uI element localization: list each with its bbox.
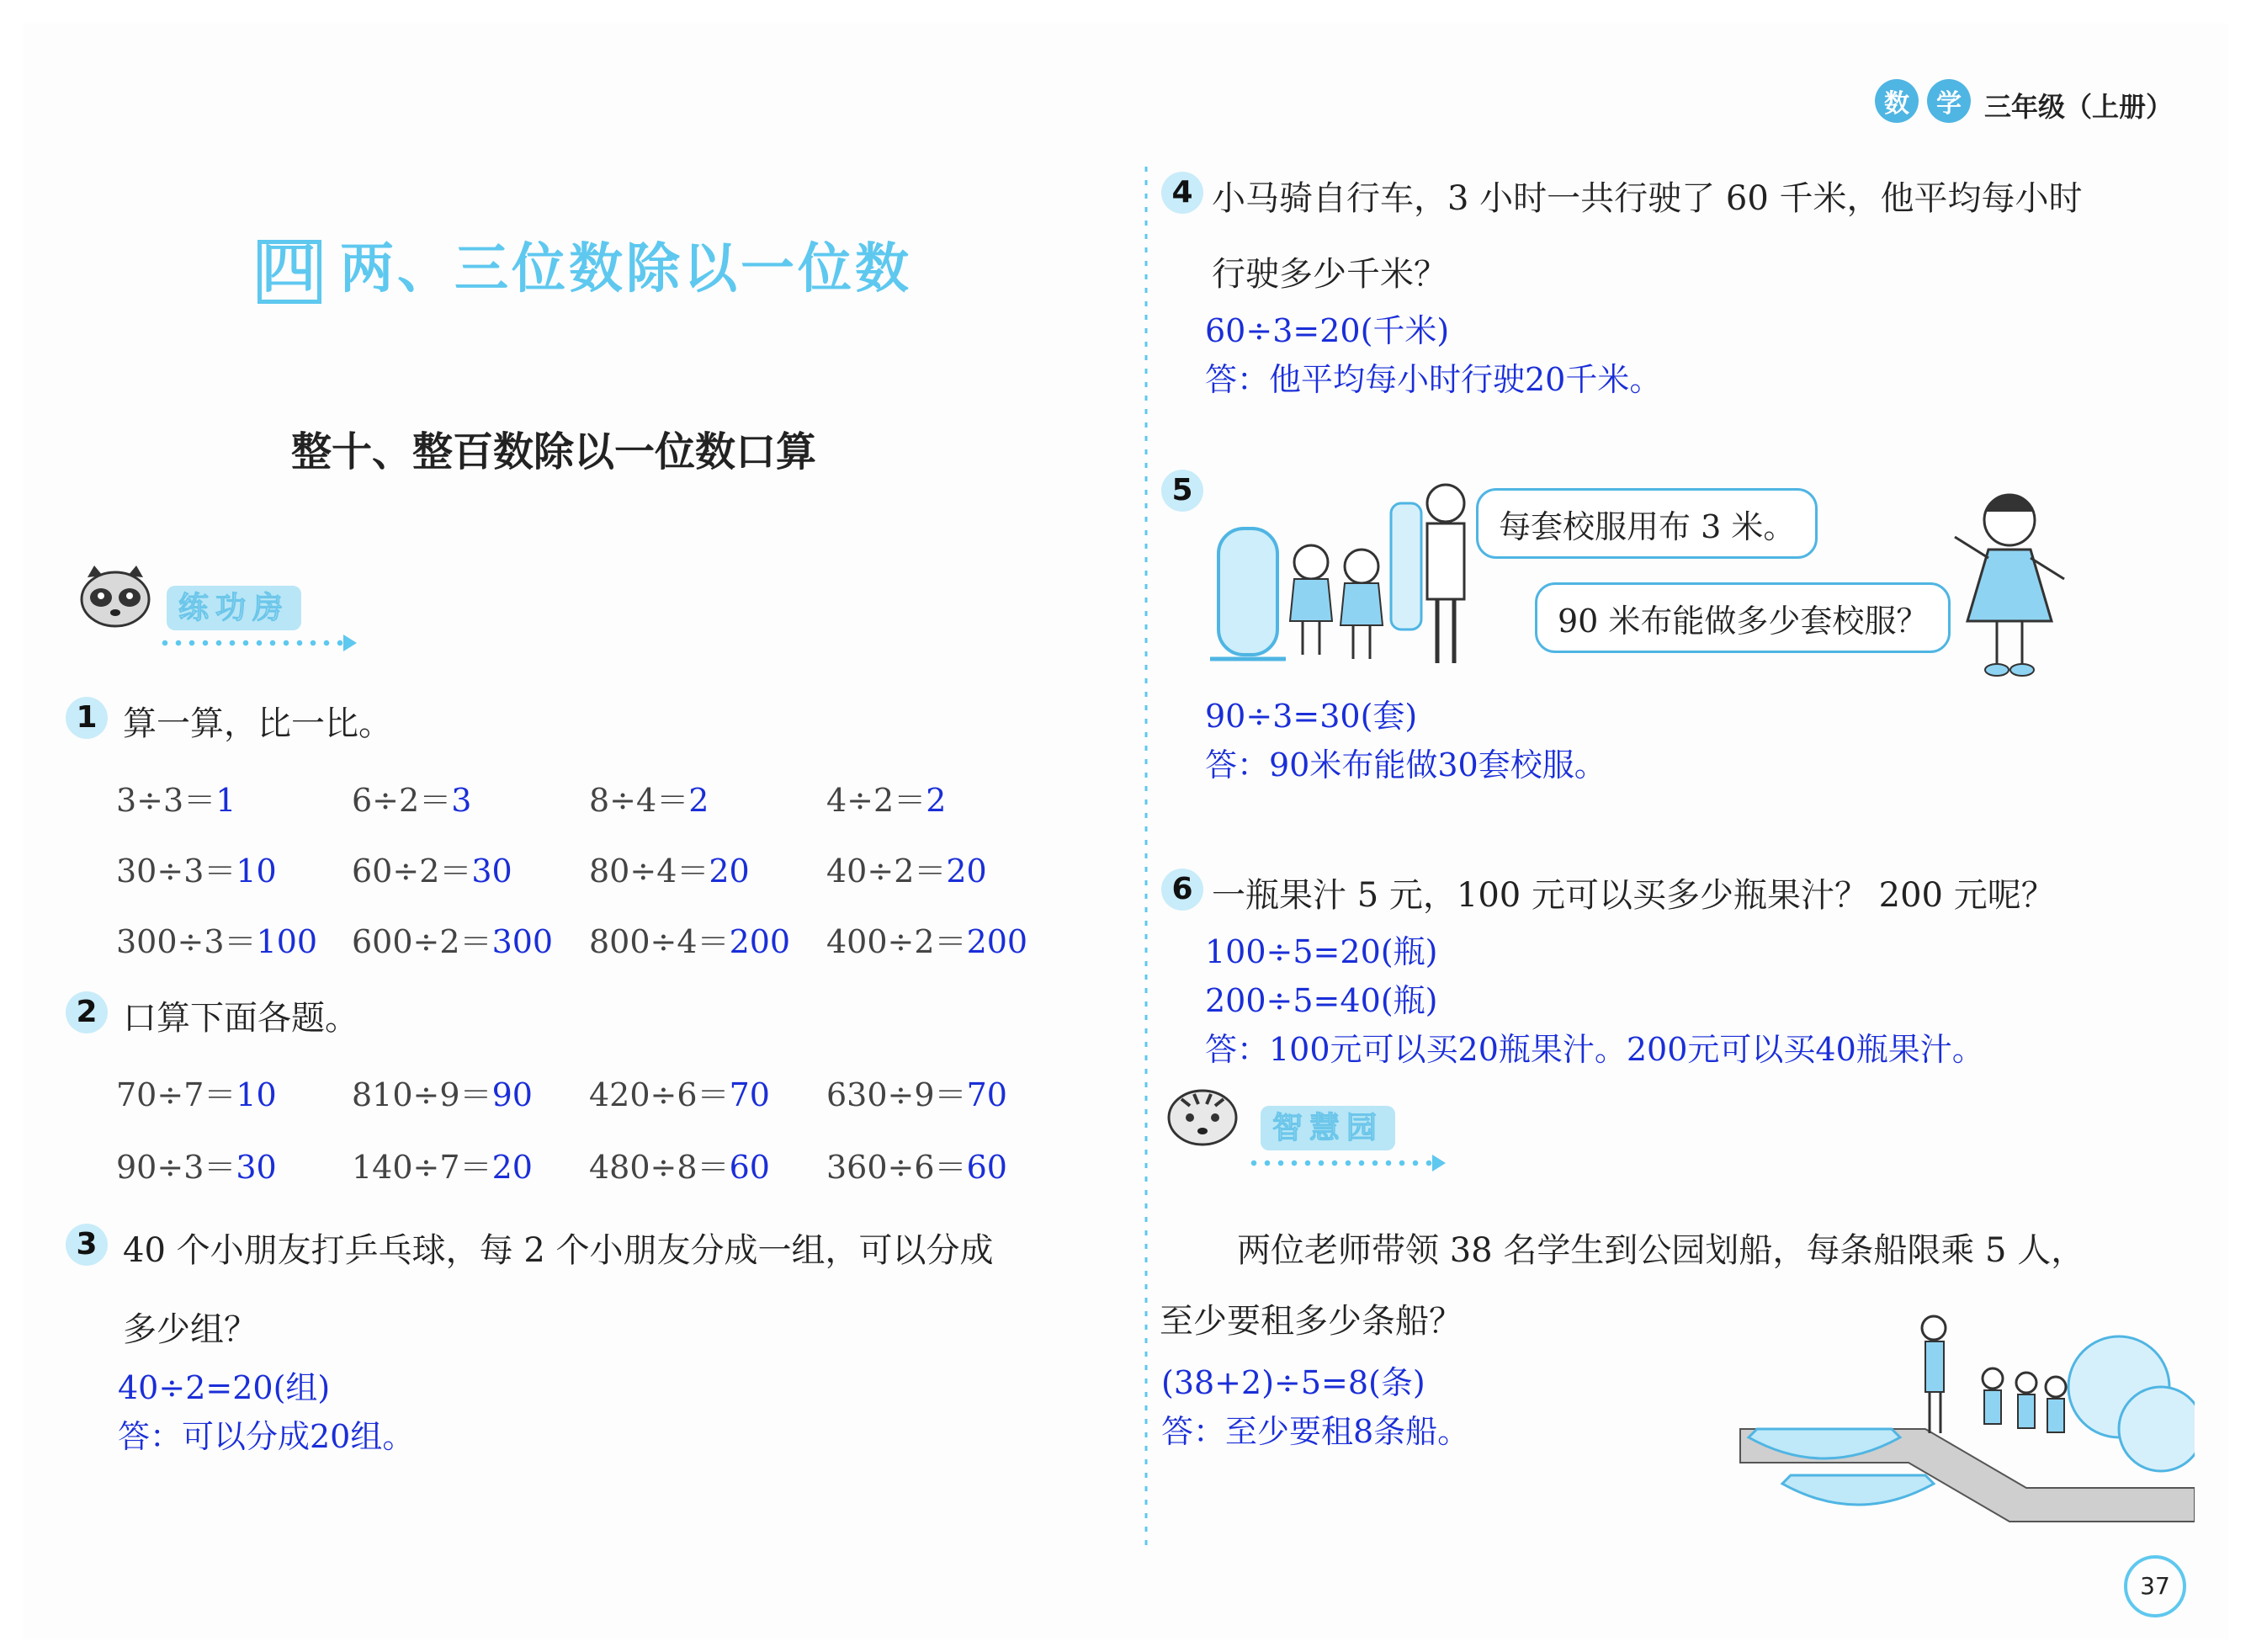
equation: 480÷8＝60 xyxy=(589,1149,770,1186)
speech-bubble: 每套校服用布 3 米。 xyxy=(1476,488,1818,559)
equation: 630÷9＝70 xyxy=(826,1076,1007,1113)
equation: 6÷2＝3 xyxy=(352,782,472,819)
unit-number: 四 xyxy=(257,240,321,304)
unit-title: 四 两、三位数除以一位数 xyxy=(257,226,912,304)
equation: 4÷2＝2 xyxy=(826,782,947,819)
equation: 70÷7＝10 xyxy=(116,1076,277,1113)
question-text: 两位老师带领 38 名学生到公园划船，每条船限乘 5 人， xyxy=(1237,1231,2085,1270)
answer-line: 200÷5=40(瓶) xyxy=(1205,982,1438,1019)
answer-line: 答：可以分成20组。 xyxy=(118,1418,415,1455)
question-text: 口算下面各题。 xyxy=(123,999,358,1038)
dotted-arrow xyxy=(1247,1160,1432,1166)
equation: 400÷2＝200 xyxy=(826,923,1028,960)
subject-char-circle: 数 xyxy=(1875,79,1919,123)
answer-line: 100÷5=20(瓶) xyxy=(1205,933,1438,970)
answer-line: 40÷2=20(组) xyxy=(118,1369,331,1406)
question-number: 1 xyxy=(66,697,108,739)
boating-illustration xyxy=(1723,1303,2195,1555)
question-number: 2 xyxy=(66,991,108,1033)
equation: 30÷3＝10 xyxy=(116,853,277,890)
arrow-tip-icon xyxy=(1432,1155,1446,1171)
question-text: 40 个小朋友打乒乓球，每 2 个小朋友分成一组，可以分成 xyxy=(123,1231,994,1270)
question-number: 5 xyxy=(1161,470,1203,512)
answer-line: 90÷3=30(套) xyxy=(1205,698,1418,735)
answer-line: 答：90米布能做30套校服。 xyxy=(1205,746,1606,784)
equation: 60÷2＝30 xyxy=(352,853,512,890)
speech-bubble: 90 米布能做多少套校服？ xyxy=(1535,582,1951,653)
workbook-page xyxy=(24,24,2228,1639)
question-text: 一瓶果汁 5 元，100 元可以买多少瓶果汁？ 200 元呢？ xyxy=(1212,876,2055,915)
equation: 800÷4＝200 xyxy=(589,923,791,960)
raccoon-icon xyxy=(77,562,153,629)
equation: 360÷6＝60 xyxy=(826,1149,1007,1186)
subject-char-circle: 学 xyxy=(1927,79,1971,123)
question-text: 至少要租多少条船？ xyxy=(1160,1302,1463,1341)
classroom-illustration xyxy=(1202,470,1488,680)
section-badge-practice: 练功房 xyxy=(167,584,301,627)
equation: 80÷4＝20 xyxy=(589,853,750,890)
equation: 90÷3＝30 xyxy=(116,1149,277,1186)
answer-line: 60÷3=20(千米) xyxy=(1205,312,1450,349)
answer-line: 答：100元可以买20瓶果汁。200元可以买40瓶果汁。 xyxy=(1205,1031,1984,1068)
equation: 600÷2＝300 xyxy=(352,923,554,960)
lesson-title: 整十、整百数除以一位数口算 xyxy=(291,428,817,475)
answer-line: 答：至少要租8条船。 xyxy=(1161,1413,1470,1450)
equation: 40÷2＝20 xyxy=(826,853,987,890)
equation: 300÷3＝100 xyxy=(116,923,318,960)
tiger-icon xyxy=(1165,1081,1240,1148)
question-text: 算一算，比一比。 xyxy=(123,704,392,743)
page-divider xyxy=(1140,167,1152,1547)
equation: 3÷3＝1 xyxy=(116,782,236,819)
arrow-tip-icon xyxy=(343,635,357,651)
equation: 8÷4＝2 xyxy=(589,782,709,819)
equation: 420÷6＝70 xyxy=(589,1076,770,1113)
question-number: 3 xyxy=(66,1224,108,1266)
question-text: 小马骑自行车，3 小时一共行驶了 60 千米，他平均每小时 xyxy=(1212,179,2083,218)
answer-line: (38+2)÷5=8(条) xyxy=(1161,1364,1425,1401)
question-text: 多少组？ xyxy=(123,1310,257,1349)
question-number: 4 xyxy=(1161,172,1203,214)
section-badge-wisdom: 智慧园 xyxy=(1261,1104,1395,1147)
answer-line: 答：他平均每小时行驶20千米。 xyxy=(1205,361,1662,398)
question-number: 6 xyxy=(1161,868,1203,911)
equation: 140÷7＝20 xyxy=(352,1149,533,1186)
equation: 810÷9＝90 xyxy=(352,1076,533,1113)
page-number: 37 xyxy=(2124,1555,2186,1617)
dotted-arrow xyxy=(158,640,343,646)
question-text: 行驶多少千米？ xyxy=(1212,255,1447,294)
girl-illustration xyxy=(1942,478,2077,680)
grade-label: 三年级（上册） xyxy=(1984,91,2174,123)
